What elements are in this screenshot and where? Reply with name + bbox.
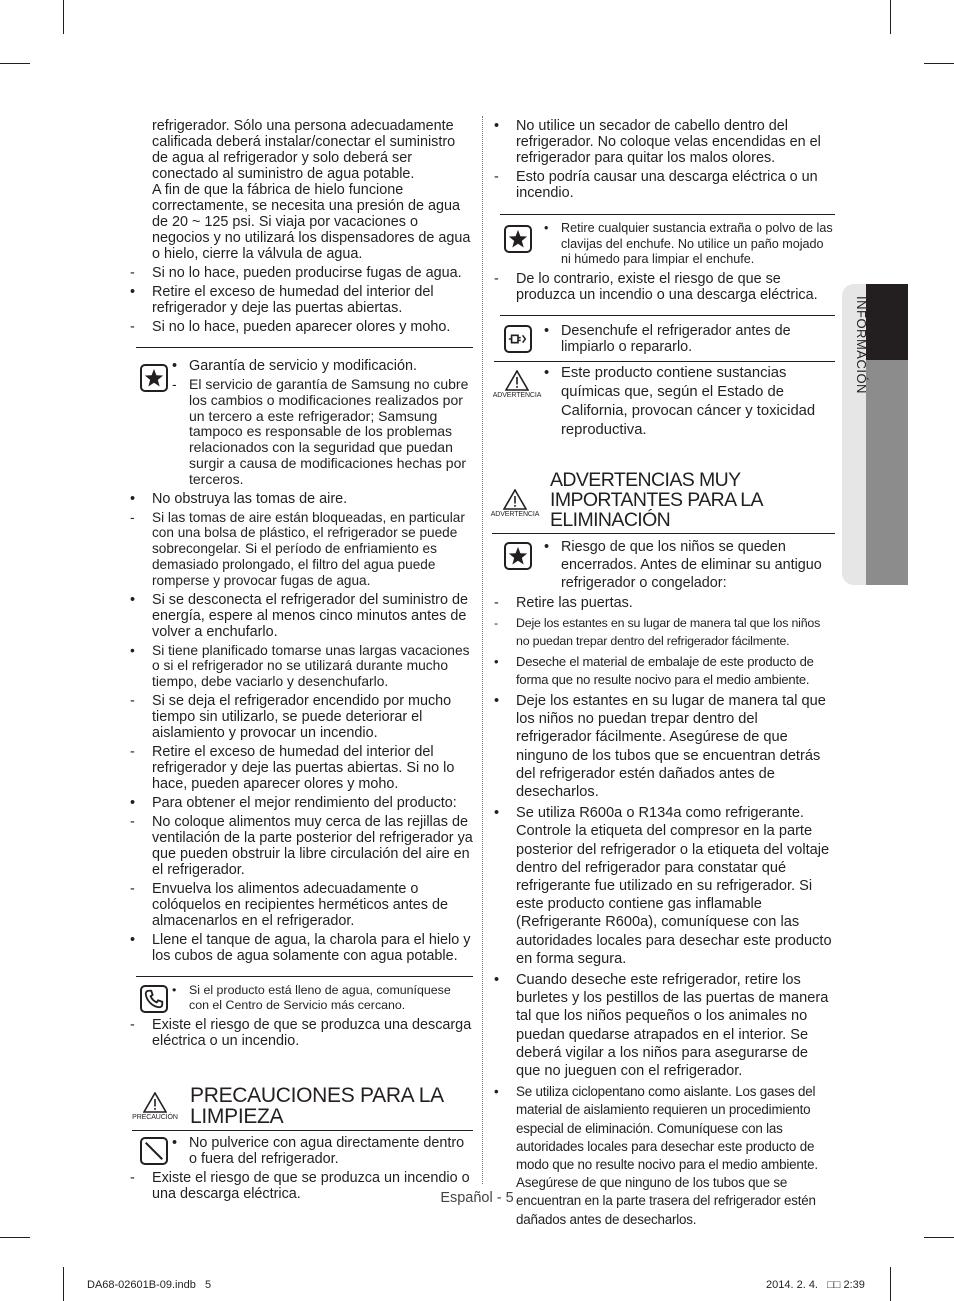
bullet-item: • Llene el tanque de agua, la charola para el hielo y los cubos de agua solamente con agua potable. — [130, 931, 471, 964]
section-heading-text: ADVERTENCIAS MUY IMPORTANTES PARA LA ELIMINACIÓN — [550, 468, 762, 531]
dash-item: - Esto podría causar una descarga eléctrica o un incendio. — [494, 169, 818, 201]
dash-item: - Si no lo hace, pueden producirse fugas de agua. — [130, 265, 462, 281]
bullet-item: • Si se desconecta el refrigerador del suministro de energía, espere al menos cinco minutos antes de volver a enchufarlo. — [130, 591, 468, 640]
bullet-item: • Retire cualquier sustancia extraña o polvo de las clavijas del enchufe. No utilice un paño mojado ni húmedo para limpiar el enchufe. — [544, 221, 833, 266]
notice-warranty — [136, 347, 473, 488]
bullet-item: • Cuando deseche este refrigerador, retire los burletes y los pestillos de las puertas de manera tal que los niños pequeños o los animales no puedan quedarse atrapados en el interior. Se deberá vigilar a los niños para asegurarse de que no jueguen con el refrigerador. — [494, 971, 829, 1079]
crop-mark — [890, 0, 891, 34]
prohibited-icon — [140, 1137, 168, 1165]
warning-label: ADVERTENCIA — [490, 510, 540, 518]
bullet-item: • Deseche el material de embalaje de este producto de forma que no resulte nocivo para el medio ambiente. — [494, 653, 814, 687]
bullet-item: • Se utiliza ciclopentano como aislante. Los gases del material de aislamiento requieren un procedimiento especial de eliminación. Comuníquese con las autoridades locales para desechar este producto de modo que no resulte nocivo para el medio ambiente. Asegúrese de que ninguno de los tubos que se encuentran en la parte trasera del refrigerador estén dañados antes de desecharlos. — [494, 1084, 818, 1227]
warning-triangle-icon — [505, 370, 529, 391]
section-heading-text: PRECAUCIONES PARA LA LIMPIEZA — [190, 1083, 443, 1128]
dash-item: - Deje los estantes en su lugar de manera tal que los niños no puedan trepar dentro del refrigerador fácilmente. — [494, 615, 821, 648]
notice-service-center — [136, 976, 473, 1014]
warning-badge — [132, 1092, 178, 1122]
bullet-item: • No pulverice con agua directamente dentro o fuera del refrigerador. — [172, 1134, 465, 1167]
crop-mark — [924, 1237, 954, 1238]
section-heading — [132, 1085, 473, 1131]
star-icon — [140, 364, 168, 392]
bullet-item: • Para obtener el mejor rendimiento del producto: — [130, 794, 457, 811]
intro-paragraph-2: A fin de que la fábrica de hielo funcione correctamente, se necesita una presión de agua de 20 ~ 125 psi. Si viaja por vacaciones o negocios y no utilizará los dispensadores de agua o hielo, cierre la válvula de agua. — [152, 182, 471, 262]
warning-label: ADVERTENCIA — [492, 391, 542, 399]
side-tab-label: INFORMACIÓN — [854, 296, 869, 394]
left-column — [128, 118, 473, 1205]
dash-item: - Si las tomas de aire están bloqueadas, en particular con una bolsa de plástico, el refrigerador se puede sobrecongelar. Si el período de enfriamiento es demasiado prolongado, el filtro del agua puede romperse y provocar fugas de agua. — [130, 509, 465, 588]
warning-triangle-icon — [503, 489, 527, 510]
bullet-item: • Riesgo de que los niños se queden encerrados. Antes de eliminar su antiguo refrigerador o congelador: — [544, 538, 822, 591]
bullet-item: • No utilice un secador de cabello dentro del refrigerador. No coloque velas encendidas en el refrigerador para quitar los malos olores. — [494, 118, 821, 166]
crop-mark — [63, 0, 64, 34]
bullet-item: • Si tiene planificado tomarse unas largas vacaciones o si el refrigerador no se utilizará durante mucho tiempo, debe vaciarlo y desenchufarlo. — [130, 642, 470, 690]
dash-item: - Existe el riesgo de que se produzca una descarga eléctrica o un incendio. — [130, 1016, 472, 1049]
unplug-icon — [504, 325, 532, 353]
dash-item: - Si se deja el refrigerador encendido por mucho tiempo sin utilizarlo, se puede deteriorar el aislamiento y provocar un incendio. — [130, 692, 452, 741]
right-column — [492, 118, 835, 1232]
bullet-item: • Se utiliza R600a o R134a como refrigerante. Controle la etiqueta del compresor en la parte posterior del refrigerador o la etiqueta del voltaje dentro del refrigerador para constatar qué refrigerante fue utilizado en su refrigerador. Si este producto contiene gas inflamable (Refrigerante R600a), comuníquese con las autoridades locales para desechar este producto en forma segura. — [494, 805, 832, 967]
page-number: Español - 5 — [440, 1190, 514, 1206]
side-tab-block — [866, 360, 908, 585]
star-icon — [504, 542, 532, 570]
notice-california — [494, 361, 835, 440]
bullet-item: • Este producto contiene sustancias químicas que, según el Estado de California, provocan cáncer y toxicidad reproductiva. — [544, 364, 816, 438]
star-icon — [504, 225, 532, 253]
dash-item: - Envuelva los alimentos adecuadamente o colóquelos en recipientes herméticos antes de almacenarlos en el refrigerador. — [130, 880, 448, 929]
warning-badge — [494, 370, 540, 400]
bullet-item: • No obstruya las tomas de aire. — [130, 490, 348, 507]
notice-children-trapped — [500, 534, 835, 592]
dash-item: - Si no lo hace, pueden aparecer olores y moho. — [130, 319, 451, 335]
crop-mark — [924, 63, 954, 64]
warning-label: PRECAUCIÓN — [132, 1113, 178, 1121]
dash-item: - Existe el riesgo de que se produzca un incendio o una descarga eléctrica. — [130, 1169, 470, 1202]
column-divider — [482, 116, 483, 1184]
footer-print-date: 2014. 2. 4. □□ 2:39 — [766, 1279, 865, 1291]
intro-paragraph: refrigerador. Sólo una persona adecuadamente calificada deberá instalar/conectar el suministro de agua al refrigerador y solo deberá ser conectado al suministro de agua potable. — [152, 118, 456, 182]
crop-mark — [890, 1267, 891, 1301]
footer-file-name: DA68-02601B-09.indb 5 — [87, 1279, 212, 1291]
dash-item: - Retire las puertas. — [494, 594, 633, 611]
dash-item: - El servicio de garantía de Samsung no cubre los cambios o modificaciones realizados por un tercero a este refrigerador; Samsung tampoco es responsable de los problemas relacionados con la seguridad que puedan surgir a causa de modificaciones hechas por terceros. — [172, 376, 469, 487]
bullet-item: • Deje los estantes en su lugar de manera tal que los niños no puedan trepar dentro del refrigerador fácilmente. Asegúrese de que ninguno de los tubos que se encuentran detrás del refrigerador estén dañados antes de desecharlos. — [494, 692, 826, 800]
notice-unplug — [500, 315, 835, 355]
phone-icon — [140, 985, 168, 1013]
section-heading — [492, 470, 835, 534]
dash-item: - De lo contrario, existe el riesgo de que se produzca un incendio o una descarga eléctrica. — [494, 270, 818, 303]
side-tab-active-block — [866, 284, 908, 360]
crop-mark — [63, 1267, 64, 1301]
notice-plug-cleaning — [500, 214, 835, 268]
bullet-item: • Retire el exceso de humedad del interior del refrigerador y deje las puertas abiertas. — [130, 284, 434, 316]
dash-item: - Retire el exceso de humedad del interior del refrigerador y deje las puertas abiertas. Si no lo hace, pueden aparecer olores y moho. — [130, 743, 455, 792]
bullet-item: • Garantía de servicio y modificación. — [172, 358, 417, 374]
crop-mark — [0, 1237, 30, 1238]
warning-badge — [492, 489, 538, 519]
dash-item: - No coloque alimentos muy cerca de las rejillas de ventilación de la parte posterior del refrigerador ya que pueden obstruir la libre circulación del aire en el refrigerador. — [130, 813, 473, 878]
notice-no-spray — [136, 1131, 473, 1167]
crop-mark — [0, 63, 30, 64]
bullet-item: • Si el producto está lleno de agua, comuníquese con el Centro de Servicio más cercano. — [172, 982, 451, 1013]
warning-triangle-icon — [143, 1092, 167, 1113]
bullet-item: • Desenchufe el refrigerador antes de limpiarlo o repararlo. — [544, 322, 791, 355]
